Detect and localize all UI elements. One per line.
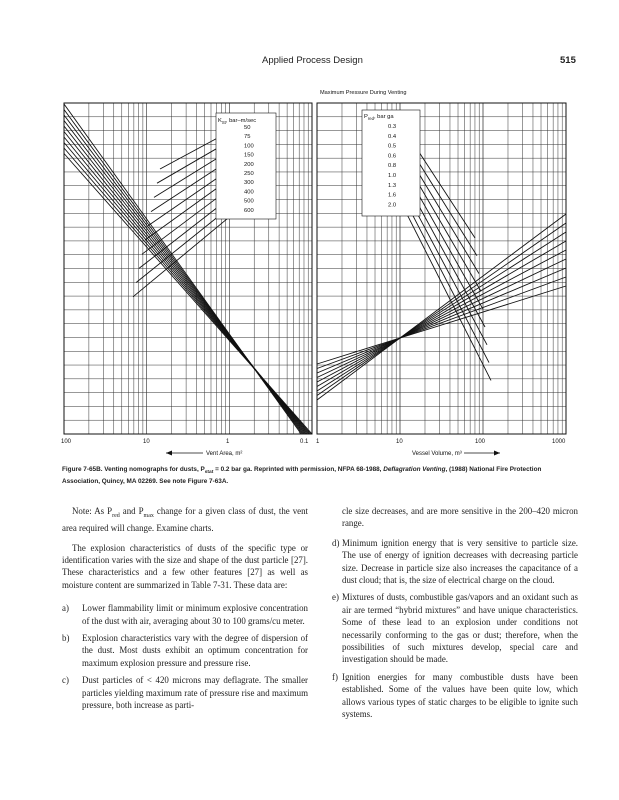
continued-paragraph: cle size decreases, and are more sensitive in the 200–420 micron range. xyxy=(342,506,578,529)
right-legend-header: $P_{red}$, bar ga xyxy=(364,114,394,121)
pred-curve xyxy=(317,259,566,378)
right-arrowhead-icon xyxy=(494,451,500,456)
list-item: c) Dust particles of < 420 microns may deflagrate. The smaller particles yielding maximum rate of pressure rise and maximum pressure, both increase as parti- xyxy=(62,675,308,711)
pred-curve xyxy=(317,241,566,387)
legend-value: 300 xyxy=(244,180,254,187)
left-x-label: Vent Area, m² xyxy=(206,451,243,457)
legend-value: 0.4 xyxy=(388,133,397,140)
legend-value: 500 xyxy=(244,198,254,205)
note-paragraph: Note: As $P_{red}$ and $P_{max}$ change for a given class of dust, the vent area required will change. Examine charts. xyxy=(62,506,309,534)
left-legend-header: $K_{St}$, bar–m/sec xyxy=(218,118,257,125)
right-chart-grid xyxy=(317,103,566,434)
legend-value: 1.3 xyxy=(388,182,397,189)
legend-value: 75 xyxy=(244,134,251,141)
pred-curve xyxy=(317,286,566,364)
legend-value: 400 xyxy=(244,189,254,196)
pred-curve xyxy=(317,232,566,391)
legend-value: 50 xyxy=(244,125,251,131)
left-text-column xyxy=(62,505,308,716)
intro-paragraph: The explosion characteristics of dusts of the specific type or identification varies with the size and shape of the dust particle [27]. These characteristics and a few other features [27] as well as moisture content are summarized in Table 7-31. These data are: xyxy=(62,542,308,590)
list-item: e) Mixtures of dusts, combustible gas/vapors and an oxidant such as air are termed “hybrid mixtures” and have unique characteristics. Some of these lead to an explosion under conditions not necessarily conforming to the gas or dust; therefore, when the possibilities of such mixtures develop, special care and investigation should be made. xyxy=(332,592,578,665)
legend-value: 0.6 xyxy=(388,153,397,160)
legend-value: 0.8 xyxy=(388,163,397,170)
legend-value: 200 xyxy=(244,161,254,168)
left-x-tick: 0.1 xyxy=(300,439,309,445)
legend-value: 250 xyxy=(244,171,254,177)
legend-value: 2.0 xyxy=(388,202,397,209)
pred-curve xyxy=(317,277,566,369)
list-item: b) Explosion characteristics vary with the degree of dispersion of the dust. Most dusts exhibit an optimum concentration for maximum explosion pressure and pressure rise. xyxy=(62,633,308,668)
legend-value: 600 xyxy=(244,207,254,214)
list-item: f) Ignition energies for many combustible dusts have been established. Some of the values have been quite low, which allows various types of static charges to be eligible to ignite such systems. xyxy=(332,671,578,720)
legend-value: 0.5 xyxy=(388,143,397,150)
legend-value: 100 xyxy=(244,143,254,150)
right-x-label: Vessel Volume, m³ xyxy=(412,451,462,457)
figure-caption: Figure 7-65B. Venting nomographs for dusts, $P_{stat} = 0.2$ bar ga. Reprinted with permission, NFPA 68-1988, Deflagration Venting, (1988) National Fire Protection Association, Quincy, MA 02269. See note Figure 7-63A. xyxy=(62,466,542,485)
right-x-tick: 100 xyxy=(475,439,486,445)
legend-value: 150 xyxy=(244,152,254,159)
pred-curve xyxy=(317,214,566,400)
legend-value: 1.0 xyxy=(388,173,397,179)
legend-value: 0.3 xyxy=(388,124,397,130)
left-x-tick: 10 xyxy=(143,439,150,445)
list-item: a) Lower flammability limit or minimum explosive concentration of the dust with air, averaging about 30 to 100 grams/cu meter. xyxy=(62,603,308,626)
left-x-tick: 1 xyxy=(226,439,230,445)
running-header-title: Applied Process Design xyxy=(262,55,363,66)
pred-curve xyxy=(317,268,566,373)
pred-curve xyxy=(317,223,566,396)
legend-value: 1.6 xyxy=(388,192,397,199)
right-x-tick: 10 xyxy=(396,439,403,445)
left-arrowhead-icon xyxy=(166,451,172,456)
right-x-tick: 1000 xyxy=(552,439,566,445)
list-item: d) Minimum ignition energy that is very sensitive to particle size. The use of energy of ignition decreases with decreasing particle size. Decrease in particle size also increases the capacitance of a dust cloud; that is, the size of electrical charge on the cloud. xyxy=(332,537,578,586)
right-chart-curves xyxy=(317,126,566,400)
right-text-column xyxy=(332,505,578,726)
right-x-tick: 1 xyxy=(316,439,320,445)
page-number: 515 xyxy=(560,55,576,66)
pred-curve xyxy=(317,250,566,382)
left-x-tick: 100 xyxy=(61,439,72,445)
legend-leader-line xyxy=(133,210,238,297)
right-chart-title: Maximum Pressure During Venting xyxy=(320,90,407,96)
